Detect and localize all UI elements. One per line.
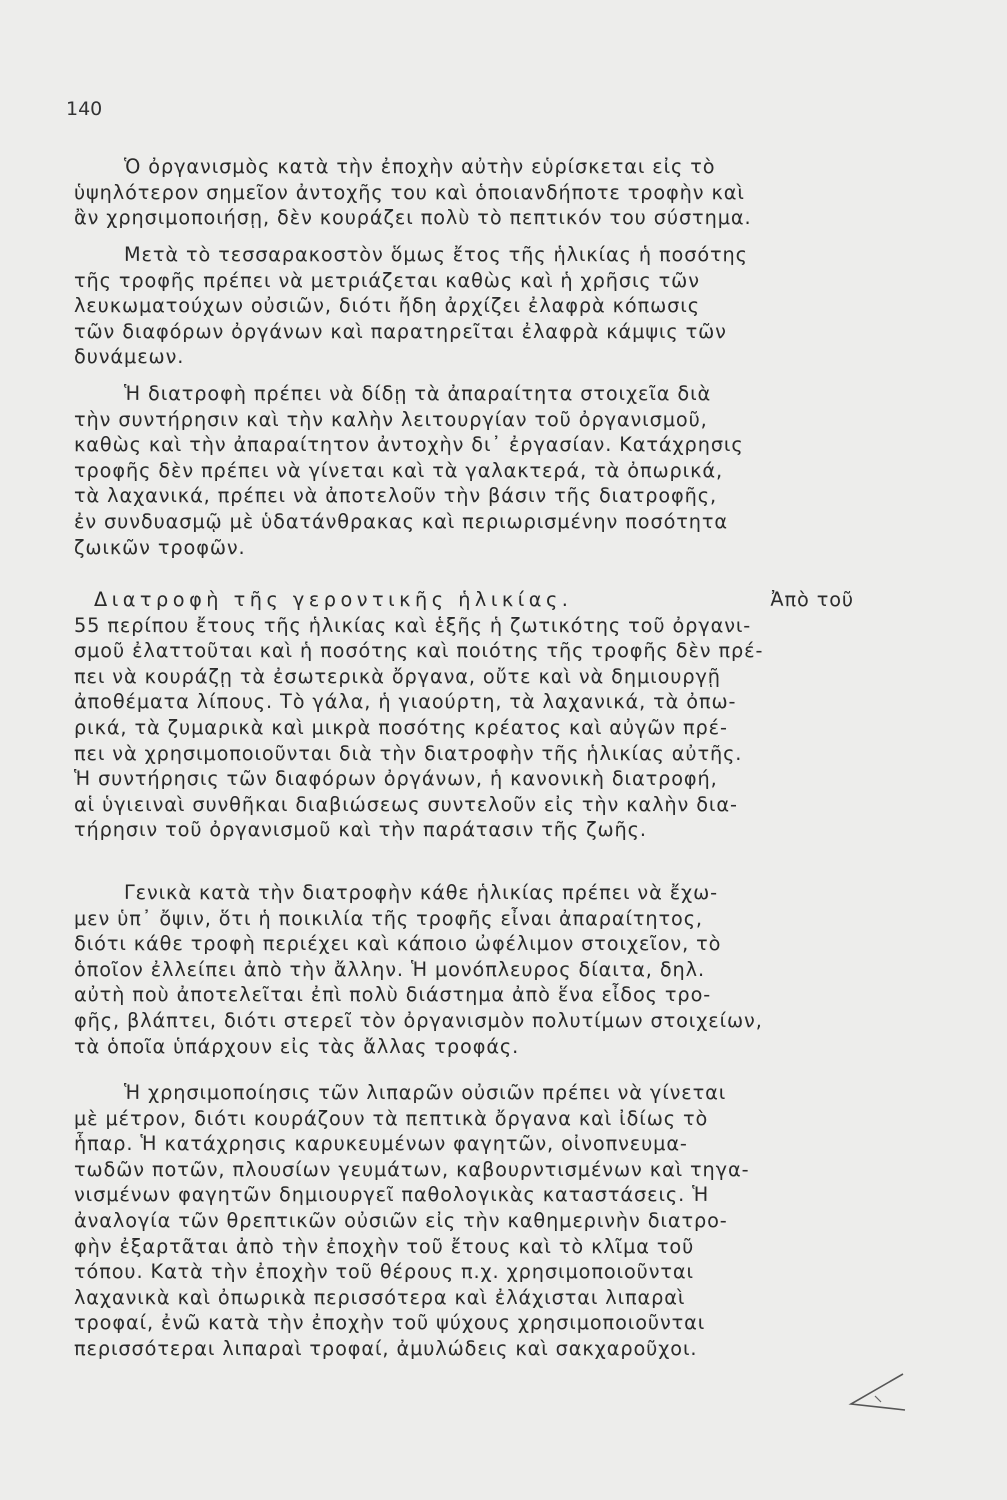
text-line: πει νὰ χρησιμοποιοῦνται διὰ τὴν διατροφὴν τῆς ἡλικίας αὐτῆς. bbox=[74, 741, 743, 765]
text-line: σμοῦ ἐλαττοῦται καὶ ἡ ποσότης καὶ ποιότης τῆς τροφῆς δὲν πρέ- bbox=[74, 639, 764, 663]
text-line: λαχανικὰ καὶ ὀπωρικὰ περισσότερα καὶ ἐλάχισται λιπαραὶ bbox=[74, 1285, 686, 1309]
section-heading: Διατροφὴ τῆς γεροντικῆς ἡλικίας. bbox=[94, 588, 573, 611]
text-line: τῶν διαφόρων ὀργάνων καὶ παρατηρεῖται ἐλαφρὰ κάμψις τῶν bbox=[74, 319, 727, 343]
text-line: τήρησιν τοῦ ὀργανισμοῦ καὶ τὴν παράτασιν τῆς ζωῆς. bbox=[74, 818, 647, 842]
paragraph-variety-of-food bbox=[74, 880, 854, 1059]
text-line: πει νὰ κουράζῃ τὰ ἐσωτερικὰ ὄργανα, οὔτε καὶ νὰ δημιουργῇ bbox=[74, 664, 721, 688]
text-line: τροφαί, ἐνῶ κατὰ τὴν ἐποχὴν τοῦ ψύχους χρησιμοποιοῦνται bbox=[74, 1311, 706, 1335]
text-line: τόπου. Κατὰ τὴν ἐποχὴν τοῦ θέρους π.χ. χρησιμοποιοῦνται bbox=[74, 1260, 694, 1284]
text-line: 55 περίπου ἔτους τῆς ἡλικίας καὶ ἑξῆς ἡ ζωτικότης τοῦ ὀργανι- bbox=[74, 613, 752, 637]
text-line: ἀναλογία τῶν θρεπτικῶν οὐσιῶν εἰς τὴν καθημερινὴν διατρο- bbox=[74, 1208, 728, 1232]
text-line: ἐν συνδυασμῷ μὲ ὑδατάνθρακας καὶ περιωρισμένην ποσότητα bbox=[74, 509, 729, 533]
paragraph-fats-usage bbox=[74, 1080, 854, 1362]
text-line: φὴν ἐξαρτᾶται ἀπὸ τὴν ἐποχὴν τοῦ ἔτους καὶ τὸ κλῖμα τοῦ bbox=[74, 1234, 695, 1258]
text-line: Γενικὰ κατὰ τὴν διατροφὴν κάθε ἡλικίας πρέπει νὰ ἔχω- bbox=[124, 881, 718, 904]
text-line: ρικά, τὰ ζυμαρικὰ καὶ μικρὰ ποσότης κρέατος καὶ αὐγῶν πρέ- bbox=[74, 715, 728, 739]
paragraph-after-forty bbox=[74, 242, 854, 370]
pencil-mark-icon bbox=[845, 1372, 907, 1416]
text-line: διότι κάθε τροφὴ περιέχει καὶ κάποιο ὠφέλιμον στοιχεῖον, τὸ bbox=[74, 932, 722, 956]
paragraph-old-age-diet bbox=[74, 587, 854, 843]
text-line: Ἡ συντήρησις τῶν διαφόρων ὀργάνων, ἡ κανονικὴ διατροφή, bbox=[74, 767, 718, 791]
text-line: τὴν συντήρησιν καὶ τὴν καλὴν λειτουργίαν τοῦ ὀργανισμοῦ, bbox=[74, 407, 708, 431]
text-line: ἀποθέματα λίπους. Τὸ γάλα, ἡ γιαούρτη, τὰ λαχανικά, τὰ ὀπω- bbox=[74, 690, 737, 714]
text-line: Μετὰ τὸ τεσσαρακοστὸν ὅμως ἔτος τῆς ἡλικίας ἡ ποσότης bbox=[124, 243, 748, 266]
text-line: αὐτὴ ποὺ ἀποτελεῖται ἐπὶ πολὺ διάστημα ἀπὸ ἕνα εἶδος τρο- bbox=[74, 983, 712, 1007]
paragraph-nutrition-elements bbox=[74, 381, 854, 560]
text-line: ἂν χρησιμοποιήσῃ, δὲν κουράζει πολὺ τὸ πεπτικόν του σύστημα. bbox=[74, 206, 752, 230]
text-line: Ἡ χρησιμοποίησις τῶν λιπαρῶν οὐσιῶν πρέπει νὰ γίνεται bbox=[124, 1081, 727, 1104]
text-line: Ἡ διατροφὴ πρέπει νὰ δίδῃ τὰ ἀπαραίτητα στοιχεῖα διὰ bbox=[124, 382, 712, 405]
text-line: λευκωματούχων οὐσιῶν, διότι ἤδη ἀρχίζει ἐλαφρὰ κόπωσις bbox=[74, 294, 700, 318]
page-number: 140 bbox=[66, 98, 103, 120]
text-line: ζωικῶν τροφῶν. bbox=[74, 535, 246, 559]
text-line: τὰ ὁποῖα ὑπάρχουν εἰς τὰς ἄλλας τροφάς. bbox=[74, 1034, 520, 1058]
heading-tail-text: Ἀπὸ τοῦ bbox=[770, 588, 854, 611]
text-line: δυνάμεων. bbox=[74, 345, 185, 369]
text-line: περισσότεραι λιπαραὶ τροφαί, ἀμυλώδεις καὶ σακχαροῦχοι. bbox=[74, 1336, 698, 1360]
text-line: μεν ὑπ᾽ ὄψιν, ὅτι ἡ ποικιλία τῆς τροφῆς εἶναι ἀπαραίτητος, bbox=[74, 906, 703, 930]
text-line: τωδῶν ποτῶν, πλουσίων γευμάτων, καβουρντισμένων καὶ τηγα- bbox=[74, 1157, 750, 1181]
text-line: καθὼς καὶ τὴν ἀπαραίτητον ἀντοχὴν δι᾽ ἐργασίαν. Κατάχρησις bbox=[74, 433, 744, 457]
text-line: μὲ μέτρον, διότι κουράζουν τὰ πεπτικὰ ὄργανα καὶ ἰδίως τὸ bbox=[74, 1106, 709, 1130]
text-line: ὁποῖον ἐλλείπει ἀπὸ τὴν ἄλλην. Ἡ μονόπλευρος δίαιτα, δηλ. bbox=[74, 957, 705, 981]
text-line: ἧπαρ. Ἡ κατάχρησις καρυκευμένων φαγητῶν, οἰνοπνευμα- bbox=[74, 1132, 688, 1156]
paragraph-organism-endurance bbox=[74, 154, 854, 231]
text-line: φῆς, βλάπτει, διότι στερεῖ τὸν ὀργανισμὸν πολυτίμων στοιχείων, bbox=[74, 1008, 763, 1032]
text-line: Ὁ ὀργανισμὸς κατὰ τὴν ἐποχὴν αὐτὴν εὑρίσκεται εἰς τὸ bbox=[124, 155, 716, 178]
text-line: τὰ λαχανικά, πρέπει νὰ ἀποτελοῦν τὴν βάσιν τῆς διατροφῆς, bbox=[74, 484, 718, 508]
text-line: τροφῆς δὲν πρέπει νὰ γίνεται καὶ τὰ γαλακτερά, τὰ ὀπωρικά, bbox=[74, 458, 723, 482]
text-line: ὑψηλότερον σημεῖον ἀντοχῆς του καὶ ὁποιανδήποτε τροφὴν καὶ bbox=[74, 180, 745, 204]
text-line: νισμένων φαγητῶν δημιουργεῖ παθολογικὰς καταστάσεις. Ἡ bbox=[74, 1183, 710, 1207]
text-line: τῆς τροφῆς πρέπει νὰ μετριάζεται καθὼς καὶ ἡ χρῆσις τῶν bbox=[74, 268, 700, 292]
text-line: αἱ ὑγιειναὶ συνθῆκαι διαβιώσεως συντελοῦν εἰς τὴν καλὴν δια- bbox=[74, 792, 738, 816]
